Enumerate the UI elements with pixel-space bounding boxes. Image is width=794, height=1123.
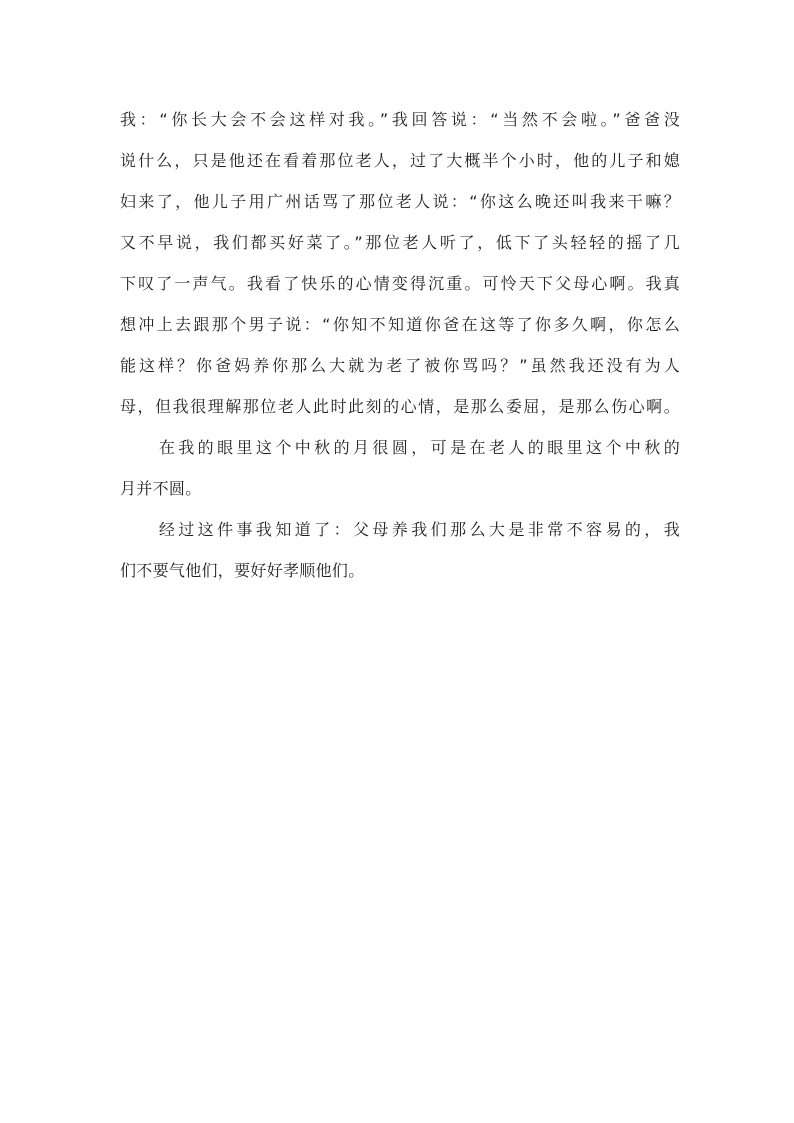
text-line: 说什么，只是他还在看着那位老人，过了大概半个小时，他的儿子和媳 [120,151,680,170]
text-line: 想冲上去跟那个男子说：“你知不知道你爸在这等了你多久啊，你怎么 [120,315,680,334]
text-line: 经过这件事我知道了：父母养我们那么大是非常不容易的，我 [120,520,680,539]
text-line: 又不早说，我们都买好菜了。”那位老人听了，低下了头轻轻的摇了几 [120,233,680,252]
text-line: 我：“你长大会不会这样对我。”我回答说：“当然不会啦。”爸爸没 [120,110,680,129]
text-line: 下叹了一声气。我看了快乐的心情变得沉重。可怜天下父母心啊。我真 [120,274,680,293]
text-line: 们不要气他们，要好好孝顺他们。 [120,561,365,580]
paragraph [120,427,680,509]
text-line: 母，但我很理解那位老人此时此刻的心情，是那么委屈，是那么伤心啊。 [120,397,680,416]
text-line: 能这样？你爸妈养你那么大就为老了被你骂吗？”虽然我还没有为人 [120,356,680,375]
text-line: 月并不圆。 [120,479,202,498]
text-line: 妇来了，他儿子用广州话骂了那位老人说：“你这么晚还叫我来干嘛？ [120,192,680,211]
text-line: 在我的眼里这个中秋的月很圆，可是在老人的眼里这个中秋的 [120,438,680,457]
paragraph [120,509,680,591]
paragraph [120,99,680,427]
document-body [120,99,680,591]
